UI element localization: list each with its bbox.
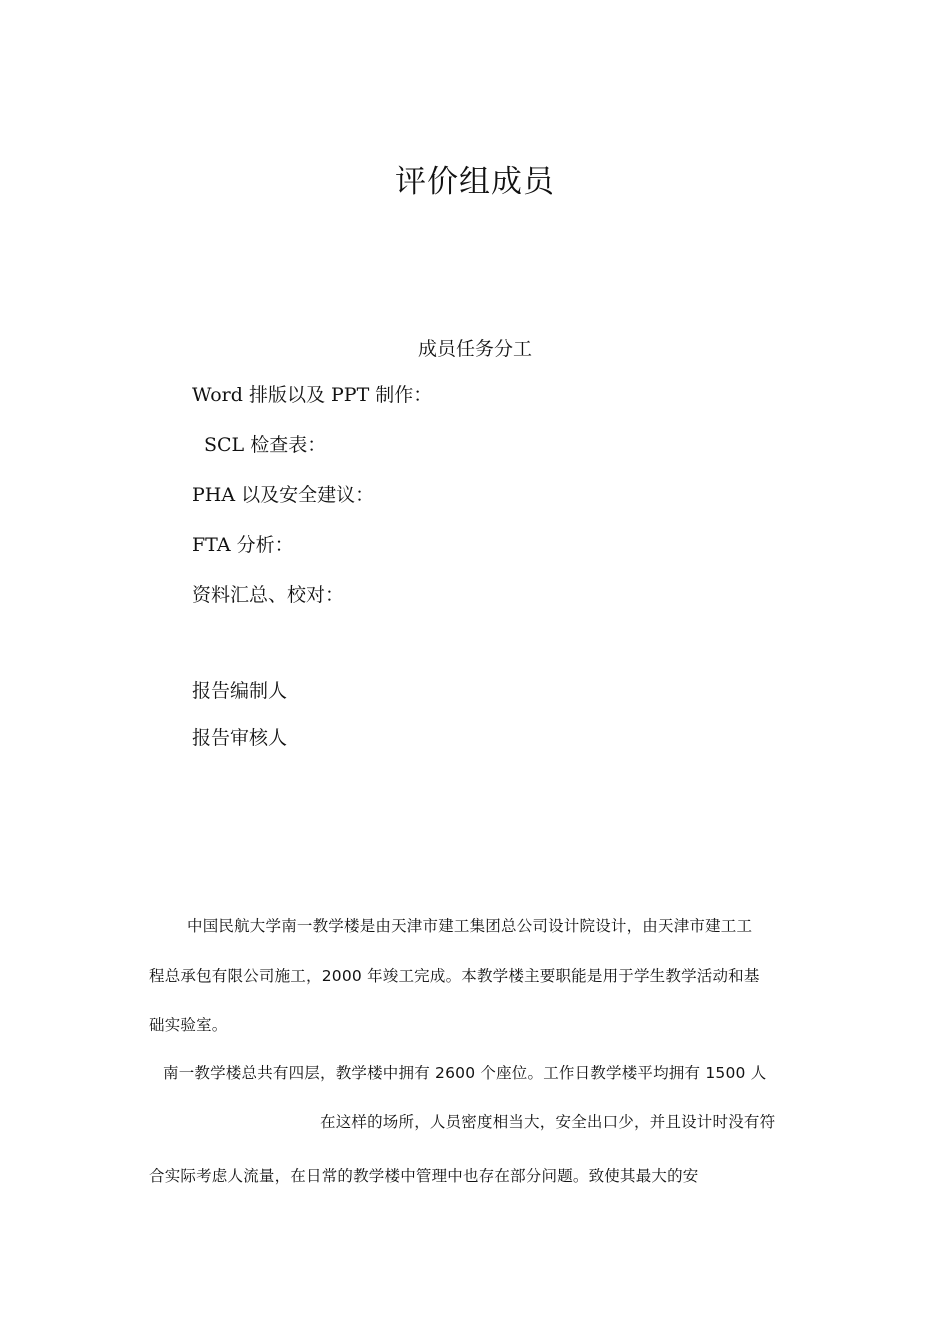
page-title: 评价组成员	[395, 164, 555, 200]
task-pha: PHA 以及安全建议：	[192, 484, 375, 506]
section-subtitle: 成员任务分工	[417, 338, 532, 360]
body-line: 础实验室。	[149, 1016, 228, 1034]
role-report-author: 报告编制人	[192, 680, 288, 702]
body-line: 合实际考虑人流量，在日常的教学楼中管理中也存在部分问题。致使其最大的安	[149, 1167, 699, 1185]
body-line: 程总承包有限公司施工，2000 年竣工完成。本教学楼主要职能是用于学生教学活动和基	[149, 967, 760, 985]
role-report-reviewer: 报告审核人	[192, 727, 288, 749]
task-scl: SCL 检查表：	[204, 434, 327, 456]
body-line: 在这样的场所，人员密度相当大，安全出口少，并且设计时没有符	[320, 1113, 776, 1131]
task-word-ppt: Word 排版以及 PPT 制作：	[192, 384, 433, 406]
task-collation: 资料汇总、校对：	[192, 584, 345, 606]
body-line: 中国民航大学南一教学楼是由天津市建工集团总公司设计院设计，由天津市建工工	[187, 917, 753, 935]
body-line: 南一教学楼总共有四层，教学楼中拥有 2600 个座位。工作日教学楼平均拥有 1500 人	[163, 1064, 767, 1082]
task-fta: FTA 分析：	[192, 534, 294, 556]
